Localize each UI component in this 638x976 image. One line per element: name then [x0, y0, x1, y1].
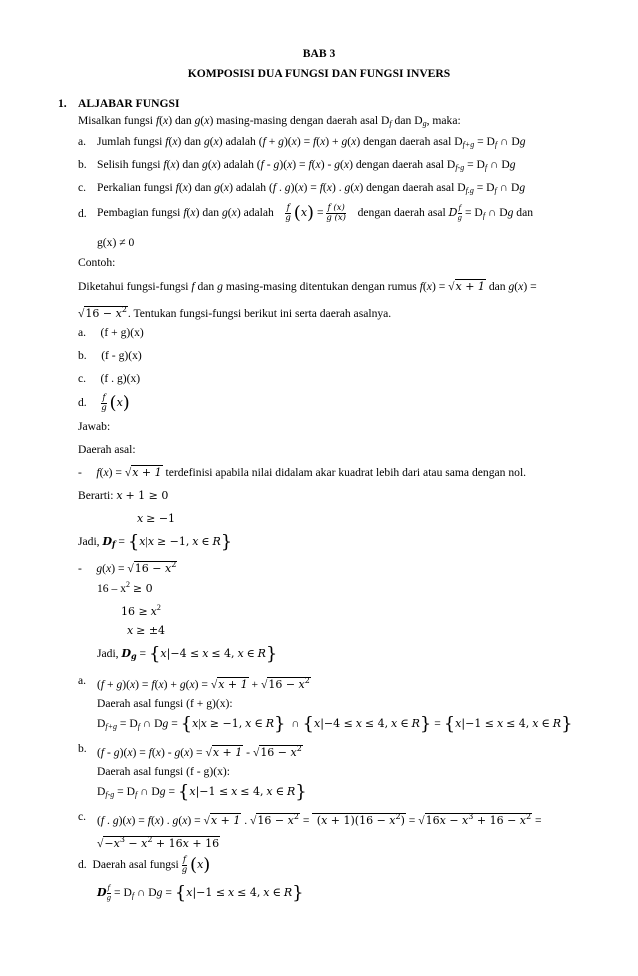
rule-difference: Selisih fungsi f(x) dan g(x) adalah (f - g)(x) = f(x) - g(x) dengan daerah asal $D_{f-g} = D_f$ ∩ Dg [97, 158, 516, 172]
answer-b-letter: b. [78, 742, 87, 755]
example-item-b: b. (f - g)(x) [78, 349, 142, 362]
domain-label: Daerah asal: [78, 443, 136, 456]
rule-letter-a: a. [78, 135, 87, 148]
chapter-heading: BAB 3 [302, 47, 336, 60]
example-item-c: c. (f . g)(x) [78, 372, 141, 385]
answer-b-domain-label: Daerah asal fungsi (f - g)(x): [97, 765, 230, 778]
rule-letter-d: d. [78, 207, 87, 220]
berarti-line: Berarti: x + 1 ≥ 0 [78, 489, 169, 502]
example-label: Contoh: [78, 256, 116, 269]
rule-letter-c: c. [78, 181, 87, 194]
example-item-d: d. $\frac{f}{g}$ (x) [78, 392, 130, 414]
section-number: 1. [58, 97, 67, 110]
answer-a-domain: $D_{f+g} = D_f$ ∩ Dg = {x|x ≥ −1, x ∈ R} ∩ {x|−4 ≤ x ≤ 4, x ∈ R} = {x|−1 ≤ x ≤ 4, x ∈ R} [97, 713, 573, 735]
answer-a-formula: $(f + g)(x) = f(x) + g(x) = √x + 1 + √16 - x^2$ [97, 676, 310, 691]
answer-c-formula: (f . g)(x) = f(x) . g(x) = √x + 1 . $√16 - x^2 = (x + 1)(16 - x^2) = √16x - x^3 + 16 - x^2$ = [97, 812, 542, 827]
answer-a-letter: a. [78, 674, 87, 687]
answer-c-result: $√-x^3 - x^2 + 16x + 16$ [97, 835, 220, 850]
g-inequality-3: x ≥ ±4 [127, 624, 166, 637]
rule-product: Perkalian fungsi f(x) dan g(x) adalah (f . g)(x) = f(x) . g(x) dengan daerah asal $D_{f.g} = D_f$ ∩ Dg [97, 181, 526, 195]
section-title: ALJABAR FUNGSI [78, 97, 180, 110]
f-domain-statement: - f(x) = √x + 1 terdefinisi apabila nilai didalam akar kuadrat lebih dari atau sama dengan nol. [78, 466, 527, 479]
page-title: KOMPOSISI DUA FUNGSI DAN FUNGSI INVERS [187, 67, 451, 80]
answer-c-letter: c. [78, 810, 87, 823]
rule-quotient: Pembagian fungsi f(x) dan g(x) adalah $\frac{f}{g}$ (x) = $\frac{f (x)}{g (x)}$ dengan daerah asal D $\frac{f}{g}$ = $D_f$ ∩ Dg dan [97, 202, 534, 224]
rule-letter-b: b. [78, 158, 87, 171]
answer-d-domain: D $\frac{f}{g}$ = $D_f$ ∩ Dg = {x|−1 ≤ x ≤ 4, x ∈ R} [97, 882, 304, 904]
example-statement-2: $√16 - x^2$. Tentukan fungsi-fungsi berikut ini serta daerah asalnya. [78, 305, 392, 320]
example-item-a: a. (f + g)(x) [78, 326, 144, 339]
answer-b-domain: $D_{f-g} = D_f$ ∩ Dg = {x|−1 ≤ x ≤ 4, x ∈ R} [97, 781, 307, 803]
df-result: Jadi, $D_f = \{x|x \ge -1$, x ∈ R} [78, 531, 233, 553]
answer-label: Jawab: [78, 420, 111, 433]
x-inequality: x ≥ −1 [137, 512, 176, 525]
g-inequality-1: $16 - x^2 \ge 0$ [97, 580, 153, 595]
rule-sum: Jumlah fungsi f(x) dan g(x) adalah (f + g)(x) = f(x) + g(x) dengan daerah asal $D_{f+g} = D_f$ ∩ Dg [97, 135, 526, 149]
answer-d-label: d. Daerah asal fungsi $\frac{f}{g}$ (x) [78, 854, 211, 876]
g-definition: - $g(x) = √16 - x^2$ [78, 560, 177, 575]
g-inequality-2: $16 \ge x^2$ [121, 603, 161, 618]
rule-d-condition: g(x) ≠ 0 [97, 236, 135, 249]
answer-b-formula: $(f - g)(x) = f(x) - g(x) = √x + 1 - √16 - x^2$ [97, 744, 302, 759]
intro-paragraph: Misalkan fungsi f(x) dan g(x) masing-masing dengan daerah asal $D_f$ dan $D_g$, maka: [78, 114, 461, 128]
example-statement-1: Diketahui fungsi-fungsi f dan g masing-masing ditentukan dengan rumus f(x) = √x + 1 dan g(x) = [78, 280, 537, 293]
answer-a-domain-label: Daerah asal fungsi (f + g)(x): [97, 697, 233, 710]
dg-result: Jadi, $D_g = \{x|-4 \le x \le 4$, x ∈ R} [97, 643, 278, 665]
